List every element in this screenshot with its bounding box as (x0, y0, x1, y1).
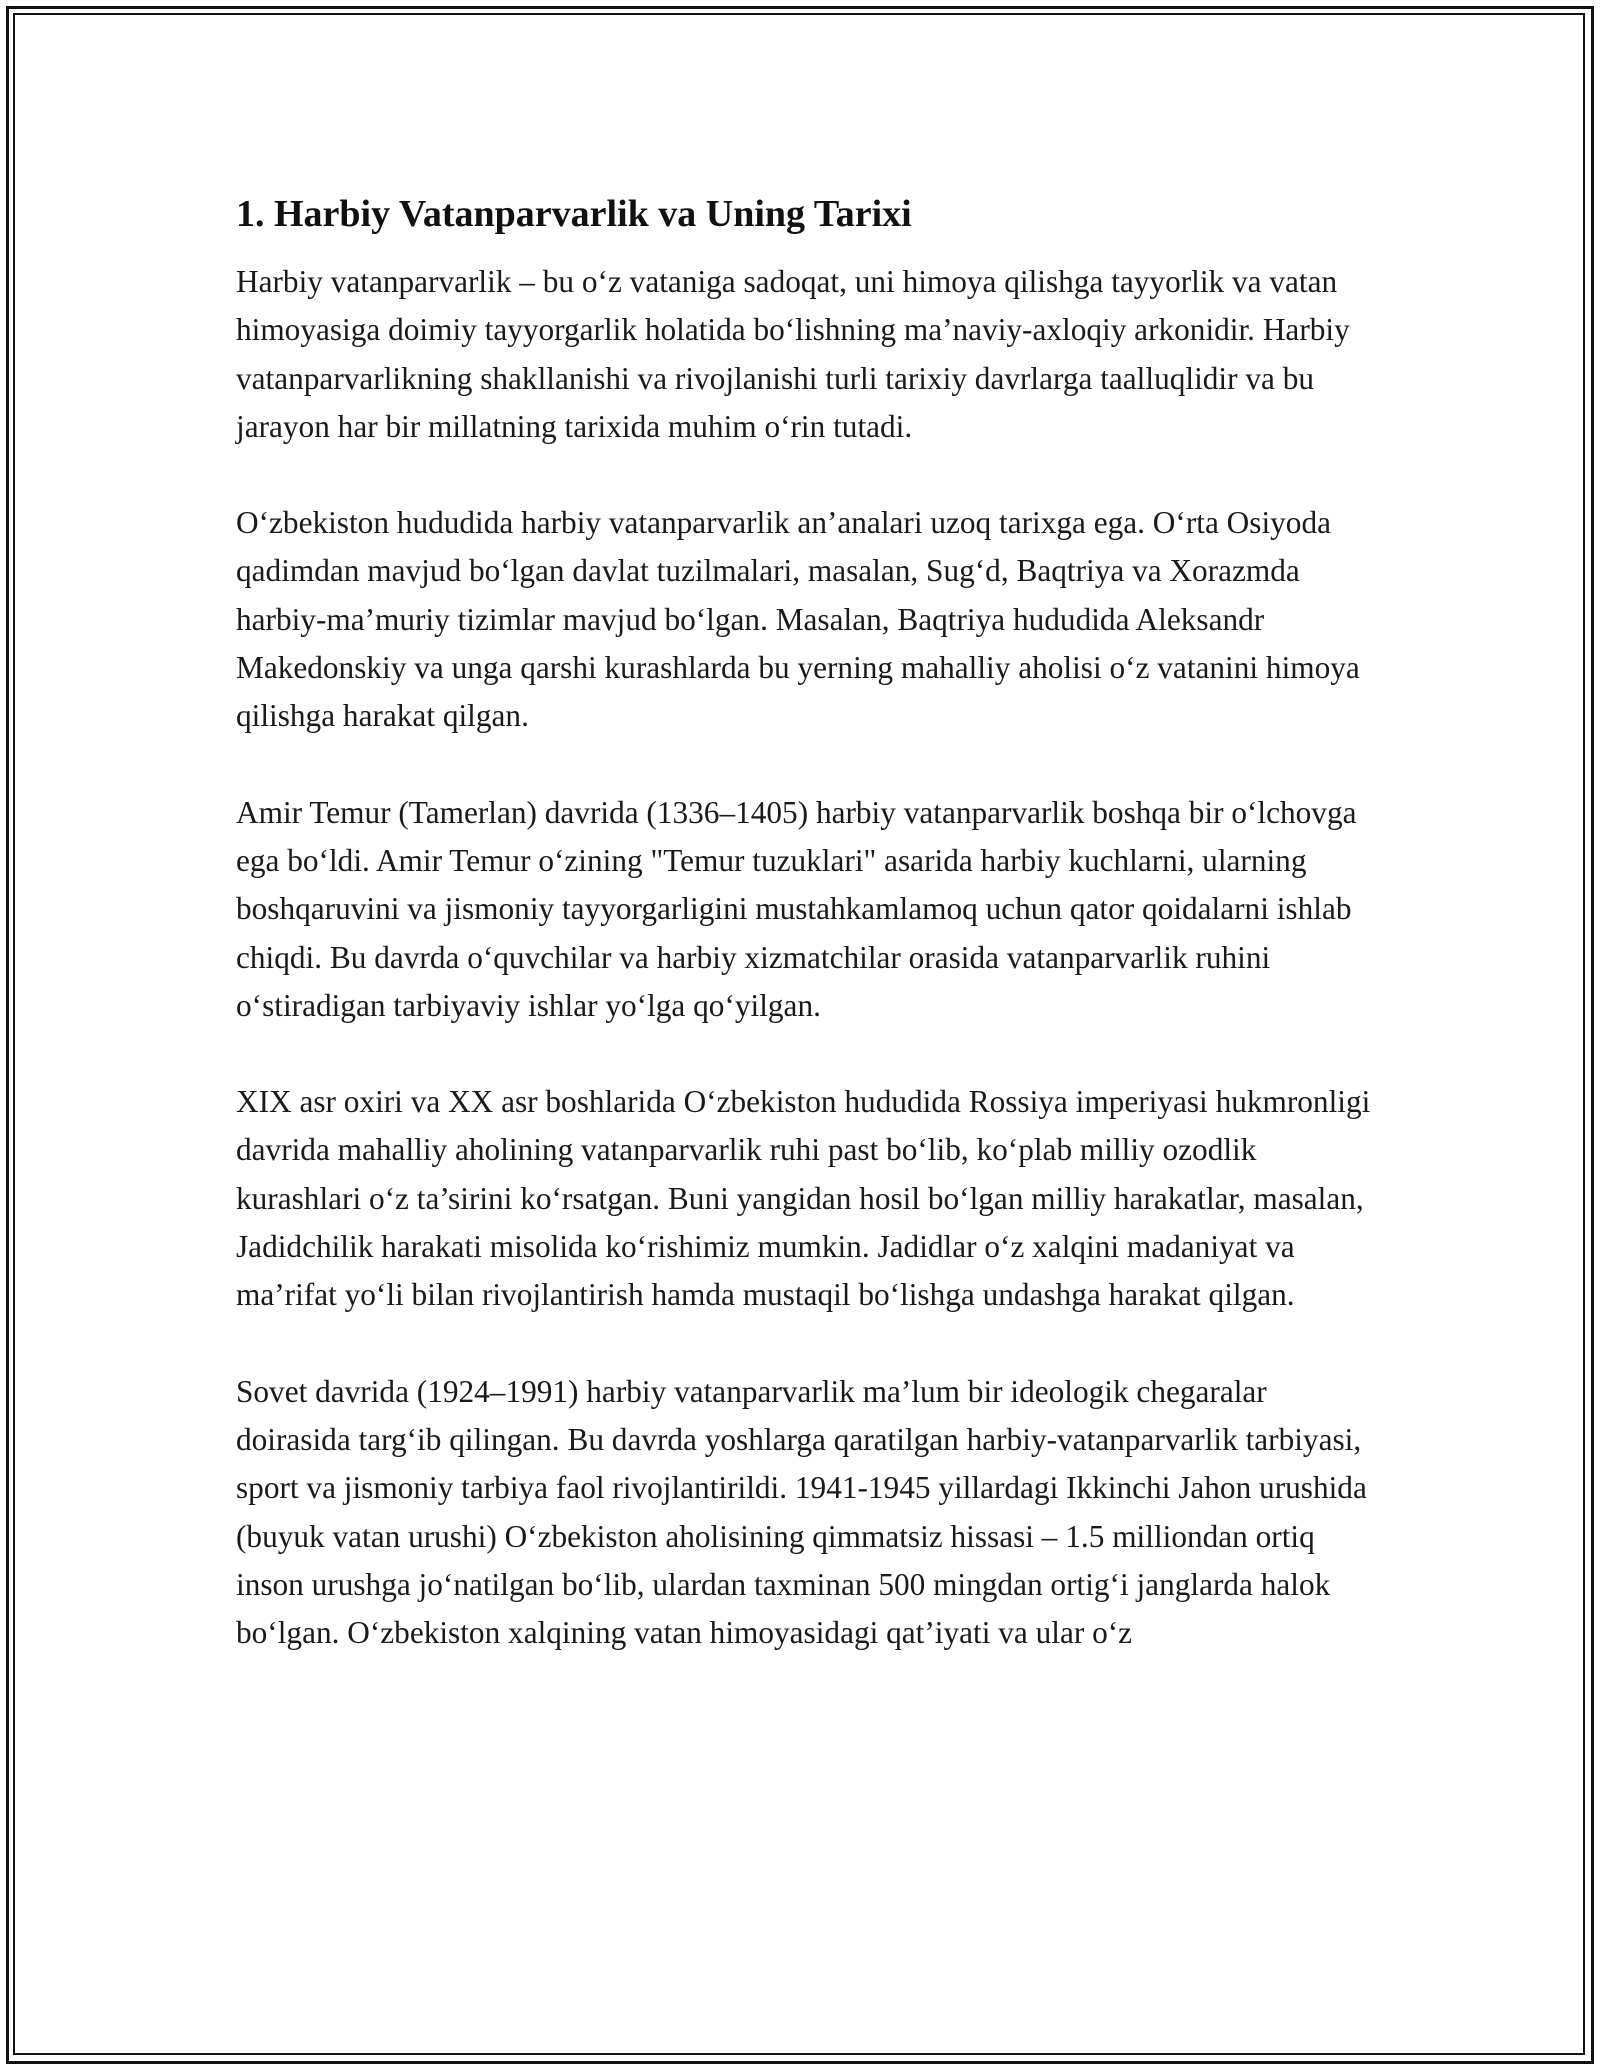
paragraph-amir-temur: Amir Temur (Tamerlan) davrida (1336–1405) harbiy vatanparvarlik boshqa bir o‘lchovga ega bo‘ldi. Amir Temur o‘zining "Temur tuzuklari" asarida harbiy kuchlarni, ularning boshqaruvini va jismoniy tayyorgarligini mustahkamlamoq uchun qator qoidalarni ishlab chiqdi. Bu davrda o‘quvchilar va harbiy xizmatchilar orasida vatanparvarlik ruhini o‘stiradigan tarbiyaviy ishlar yo‘lga qo‘yilgan. (236, 794, 1357, 1023)
paragraph-definition: Harbiy vatanparvarlik – bu o‘z vataniga sadoqat, uni himoya qilishga tayyorlik va vatan himoyasiga doimiy tayyorgarlik holatida bo‘lishning ma’naviy-axloqiy arkonidir. Harbiy vatanparvarlikning shakllanishi va rivojlanishi turli tarixiy davrlarga taalluqlidir va bu jarayon har bir millatning tarixida muhim o‘rin tutadi. (236, 264, 1350, 444)
paragraph-ancient-history: O‘zbekiston hududida harbiy vatanparvarlik an’analari uzoq tarixga ega. O‘rta Osiyoda qadimdan mavjud bo‘lgan davlat tuzilmalari, masalan, Sug‘d, Baqtriya va Xorazmda harbiy-ma’muriy tizimlar mavjud bo‘lgan. Masalan, Baqtriya hududida Aleksandr Makedonskiy va unga qarshi kurashlarda bu yerning mahalliy aholisi o‘z vatanini himoya qilishga harakat qilgan. (236, 505, 1360, 734)
paragraph-soviet-period: Sovet davrida (1924–1991) harbiy vatanparvarlik ma’lum bir ideologik chegaralar doirasida targ‘ib qilingan. Bu davrda yoshlarga qaratilgan harbiy-vatanparvarlik tarbiyasi, sport va jismoniy tarbiya faol rivojlantirildi. 1941-1945 yillardagi Ikkinchi Jahon urushida (buyuk vatan urushi) O‘zbekiston aholisining qimmatsiz hissasi – 1.5 milliondan ortiq inson urushga jo‘natilgan bo‘lib, ulardan taxminan 500 mingdan ortig‘i janglarda halok bo‘lgan. O‘zbekiston xalqining vatan himoyasidagi qat’iyati va ular o‘z (236, 1373, 1367, 1651)
paragraph-russian-empire: XIX asr oxiri va XX asr boshlarida O‘zbekiston hududida Rossiya imperiyasi hukmronligi davrida mahalliy aholining vatanparvarlik ruhi past bo‘lib, ko‘plab milliy ozodlik kurashlari o‘z ta’sirini ko‘rsatgan. Buni yangidan hosil bo‘lgan milliy harakatlar, masalan, Jadidchilik harakati misolida ko‘rishimiz mumkin. Jadidlar o‘z xalqini madaniyat va ma’rifat yo‘li bilan rivojlantirish hamda mustaqil bo‘lishga undashga harakat qilgan. (236, 1084, 1371, 1313)
section-heading: 1. Harbiy Vatanparvarlik va Uning Tarixi (236, 193, 912, 235)
document-body (236, 186, 1376, 1705)
